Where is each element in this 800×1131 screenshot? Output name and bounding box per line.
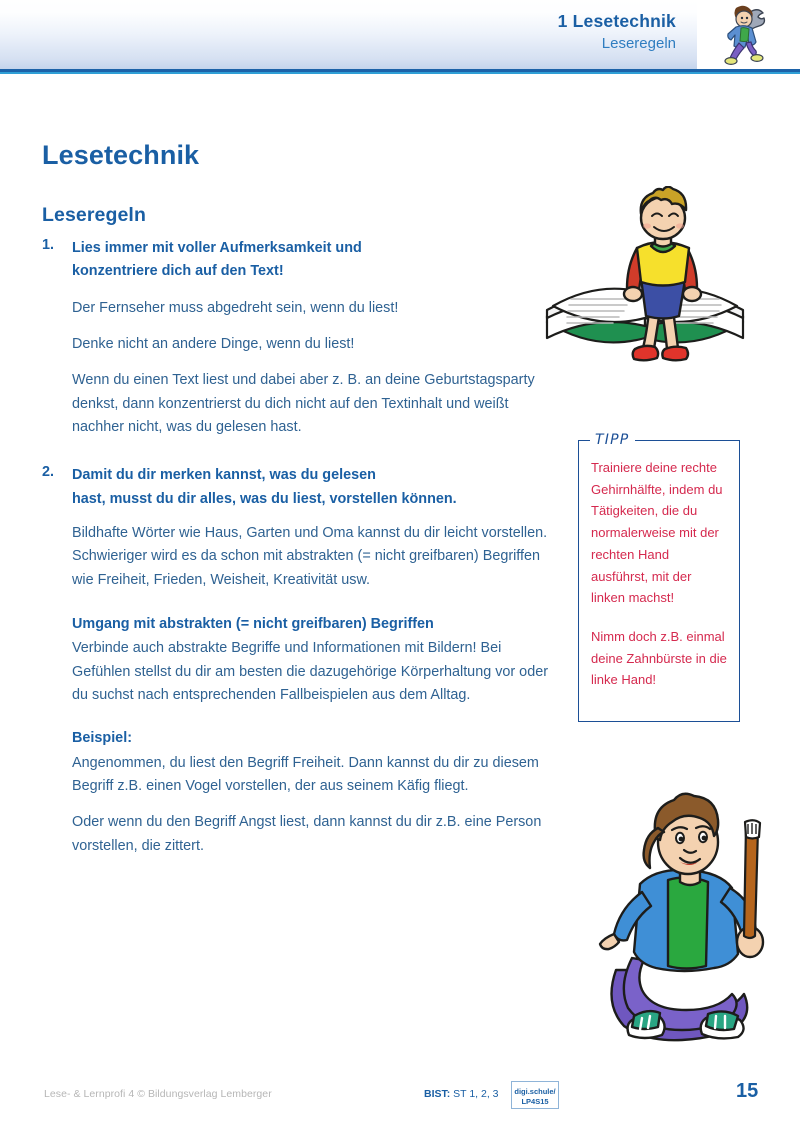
rule-number: 1.	[42, 237, 55, 253]
header-chapter-title: 1 Lesetechnik	[557, 11, 676, 31]
rule-heading	[72, 464, 562, 511]
rule-heading	[72, 237, 562, 284]
footer-bist	[424, 1088, 499, 1100]
page-number: 15	[736, 1080, 759, 1102]
boy-with-wrench-icon	[706, 2, 776, 70]
example-paragraph: Oder wenn du den Begriff Angst liest, dann kannst du dir z.B. eine Person vorstellen, die zittert.	[72, 814, 542, 854]
tipp-paragraph: Trainiere deine rechte Gehirnhälfte, indem du Tätigkeiten, die du normalerweise mit der rechten Hand ausführst, mit der linken machst!	[591, 460, 723, 606]
rule-number: 2.	[42, 464, 55, 481]
example-paragraph: Angenommen, du liest den Begriff Freiheit. Dann kannst du dir zu diesem Begriff z.B. einen Vogel vorstellen, der aus seinem Käfig fliegt.	[72, 754, 539, 794]
rule-heading-line-2: hast, musst du dir alles, was du liest, vorstellen können.	[72, 490, 457, 507]
boy-holding-toothbrush-illustration	[588, 780, 788, 1070]
tipp-label: TIPP	[590, 432, 635, 449]
subsection-heading: Umgang mit abstrakten (= nicht greifbaren) Begriffen	[72, 615, 434, 632]
rule-paragraph: Bildhafte Wörter wie Haus, Garten und Oma kannst du dir leicht vorstellen. Schwieriger wird es da schon mit abstrakten (= nicht greifbaren) Begriffen wie Freiheit, Frieden, Weisheit, Kreativität usw.	[72, 524, 548, 588]
rule-heading-line-2: konzentriere dich auf den Text!	[72, 263, 284, 280]
example-heading: Beispiel:	[72, 730, 132, 747]
rule-item-1	[42, 237, 562, 439]
tipp-text	[579, 441, 739, 701]
footer-bist-label: BIST:	[424, 1088, 451, 1100]
page-footer	[0, 1080, 800, 1120]
subsection-body: Verbinde auch abstrakte Begriffe und Informationen mit Bildern! Bei Gefühlen stellst du dir am besten die dazugehörige Körperhaltung vor oder du suchst nach entsprechenden Fallbeispielen aus dem Alltag.	[72, 640, 548, 703]
rule-heading-line-1: Damit du dir merken kannst, was du gelesen	[72, 467, 376, 484]
rule-paragraph: Denke nicht an andere Dinge, wenn du liest!	[72, 335, 355, 352]
digi-schule-code-box	[511, 1081, 559, 1109]
header-chapter-subtitle: Leseregeln	[601, 34, 676, 52]
section-title: Leseregeln	[42, 204, 146, 227]
page-title: Lesetechnik	[42, 140, 200, 171]
footer-bist-value: ST 1, 2, 3	[453, 1088, 499, 1100]
rules-list	[42, 237, 562, 858]
header-title-group	[0, 11, 676, 54]
rule-paragraph: Der Fernseher muss abgedreht sein, wenn du liest!	[72, 299, 399, 316]
rule-heading-line-1: Lies immer mit voller Aufmerksamkeit und	[72, 240, 362, 256]
page-header	[0, 0, 800, 74]
rule-item-2	[42, 464, 562, 858]
header-divider-cyan	[0, 72, 800, 74]
footer-credit: Lese- & Lernprofi 4 © Bildungsverlag Lemberger	[44, 1088, 272, 1100]
tipp-box	[578, 432, 740, 722]
rule-paragraph: Wenn du einen Text liest und dabei aber z. B. an deine Geburtstagsparty denkst, dann konzentrierst du dich nicht auf den Textinhalt und weißt nachher nicht, was du gelesen hast.	[72, 372, 535, 435]
digi-schule-code-line-1: digi.schule/	[514, 1087, 556, 1096]
boy-sitting-on-open-book-illustration	[533, 186, 765, 391]
tipp-paragraph: Nimm doch z.B. einmal deine Zahnbürste in die linke Hand!	[591, 628, 727, 688]
digi-schule-code-line-2: LP4S15	[521, 1096, 549, 1106]
